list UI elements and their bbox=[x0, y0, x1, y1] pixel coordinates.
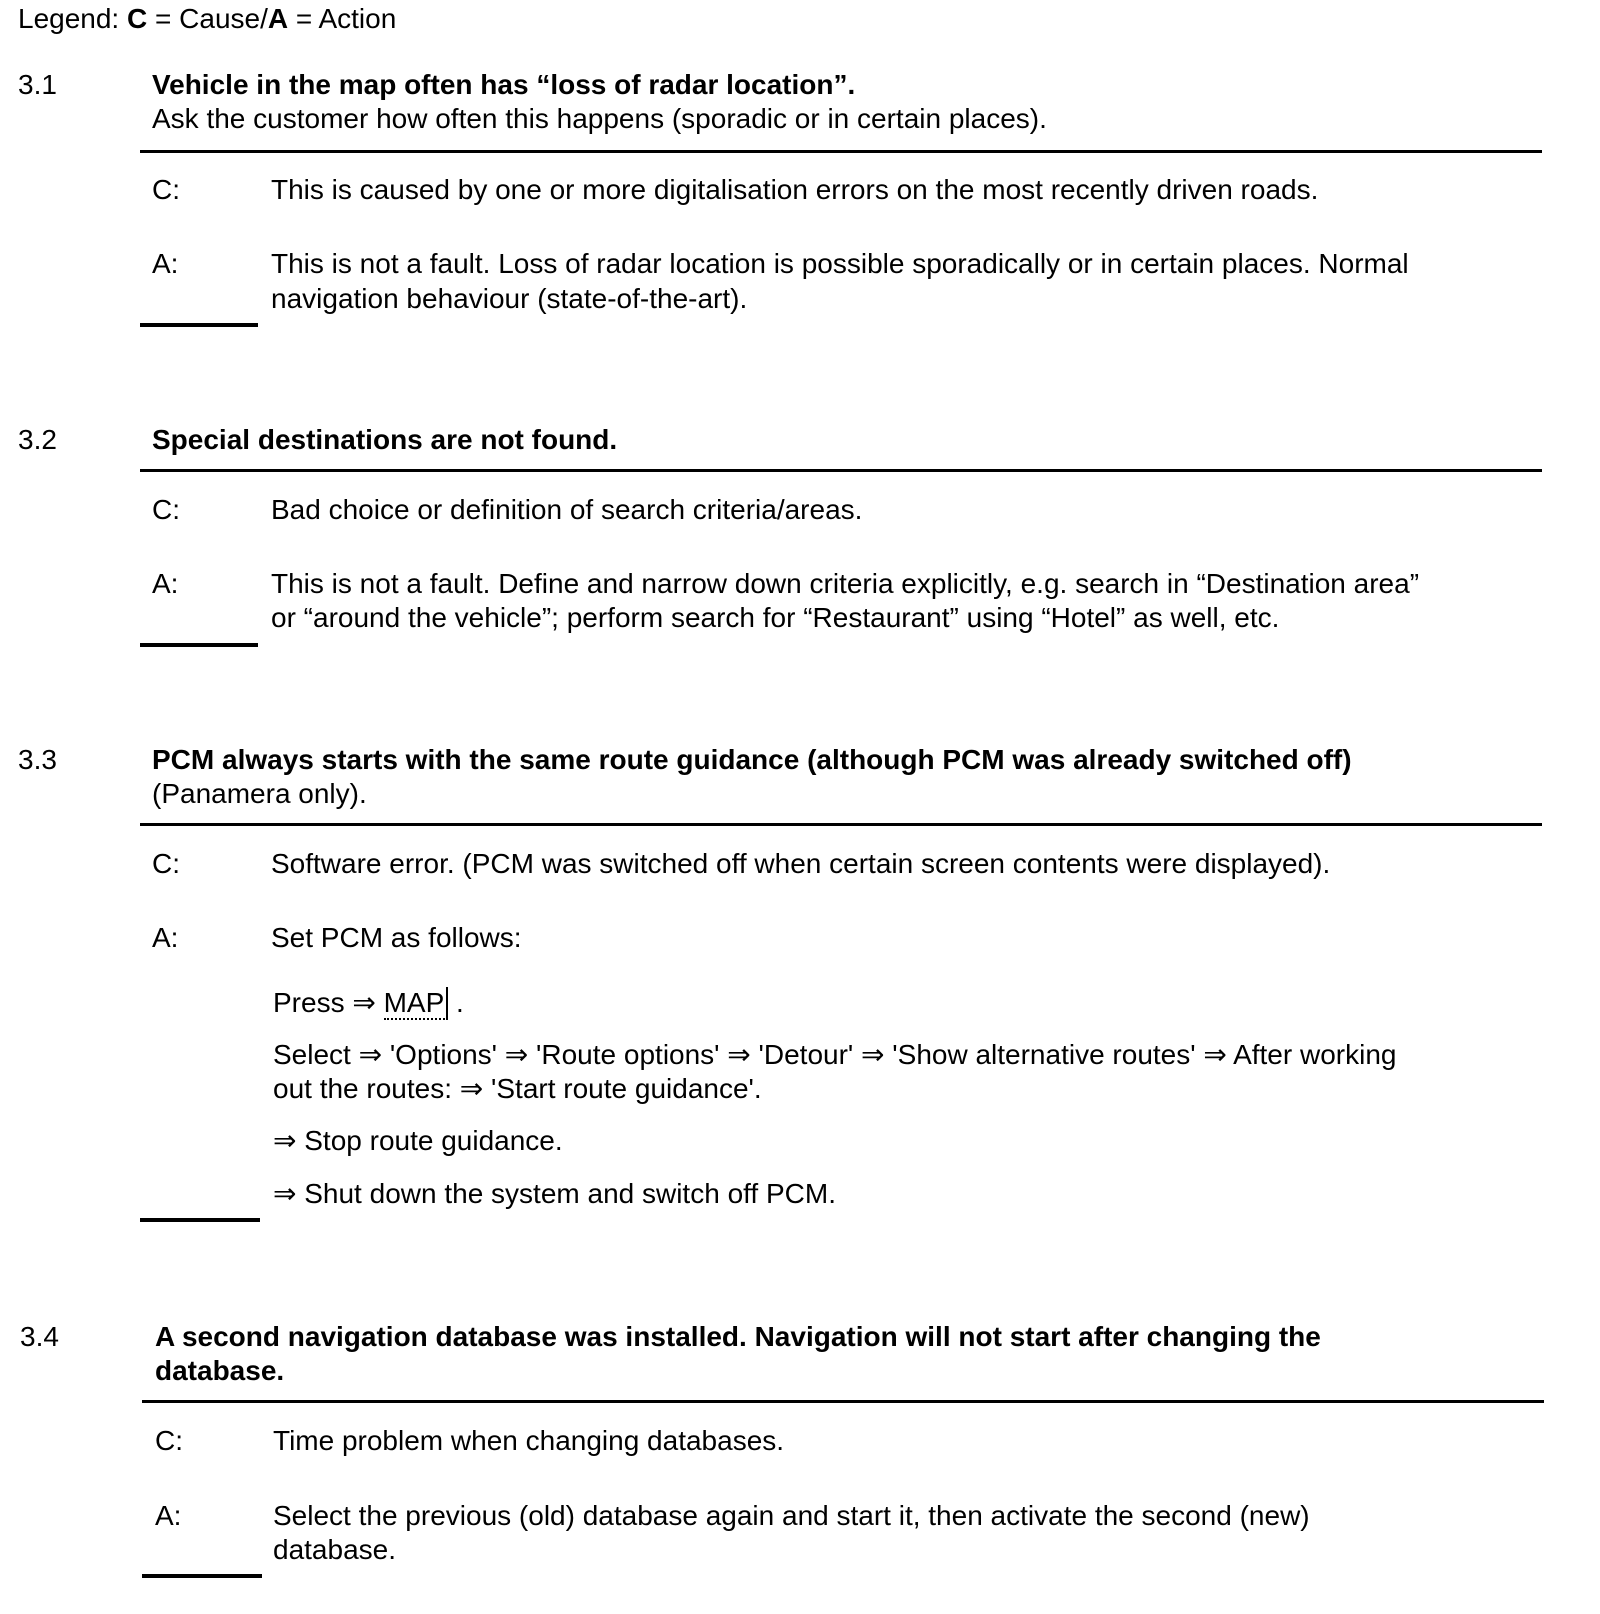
section-subtitle: (Panamera only). bbox=[152, 778, 367, 809]
step-select-line: Select ⇒ 'Options' ⇒ 'Route options' ⇒ 'Detour' ⇒ 'Show alternative routes' ⇒ After working bbox=[273, 1039, 1397, 1070]
legend bbox=[18, 2, 396, 36]
cause-text: Time problem when changing databases. bbox=[273, 1425, 785, 1456]
action-text-line: Select the previous (old) database again and start it, then activate the second (new) bbox=[273, 1500, 1310, 1531]
action-text-line: This is not a fault. Loss of radar location is possible sporadically or in certain places. Normal bbox=[271, 248, 1409, 279]
section-divider bbox=[140, 150, 1542, 153]
step-press-suffix: . bbox=[448, 987, 464, 1018]
action-text-line: This is not a fault. Define and narrow down criteria explicitly, e.g. search in “Destination area” bbox=[271, 568, 1420, 599]
action-intro: Set PCM as follows: bbox=[271, 922, 522, 953]
action-label: A: bbox=[152, 922, 179, 953]
legend-prefix: Legend: bbox=[18, 3, 127, 34]
map-key: MAP bbox=[384, 987, 449, 1020]
step-shutdown: ⇒ Shut down the system and switch off PCM. bbox=[273, 1178, 836, 1209]
action-text-line: navigation behaviour (state-of-the-art). bbox=[271, 283, 748, 314]
cause-text: Bad choice or definition of search criteria/areas. bbox=[271, 494, 863, 525]
section-title-line: A second navigation database was installed. Navigation will not start after changing the bbox=[155, 1321, 1321, 1352]
section-number: 3.3 bbox=[18, 744, 57, 775]
legend-c-text: = Cause/ bbox=[147, 3, 268, 34]
step-press-prefix: Press ⇒ bbox=[273, 987, 384, 1018]
section-subtitle: Ask the customer how often this happens (sporadic or in certain places). bbox=[152, 103, 1047, 134]
cause-label: C: bbox=[152, 494, 180, 525]
action-text-line: or “around the vehicle”; perform search for “Restaurant” using “Hotel” as well, etc. bbox=[271, 602, 1280, 633]
section-title-line: database. bbox=[155, 1355, 285, 1386]
section-title: PCM always starts with the same route guidance (although PCM was already switched off) bbox=[152, 744, 1352, 775]
legend-a-text: = Action bbox=[288, 3, 397, 34]
step-stop: ⇒ Stop route guidance. bbox=[273, 1125, 563, 1156]
section-title: Special destinations are not found. bbox=[152, 424, 618, 455]
cause-text: This is caused by one or more digitalisation errors on the most recently driven roads. bbox=[271, 174, 1319, 205]
section-number: 3.2 bbox=[18, 424, 57, 455]
section-divider bbox=[142, 1400, 1544, 1403]
legend-c-key: C bbox=[127, 3, 148, 34]
cause-label: C: bbox=[152, 848, 180, 879]
cause-label: C: bbox=[152, 174, 180, 205]
cause-text: Software error. (PCM was switched off when certain screen contents were displayed). bbox=[271, 848, 1331, 879]
section-end-rule bbox=[140, 323, 258, 327]
cause-label: C: bbox=[155, 1425, 183, 1456]
step-press-map bbox=[273, 986, 464, 1020]
section-end-rule bbox=[140, 1218, 260, 1222]
section-end-rule bbox=[140, 643, 258, 647]
section-divider bbox=[140, 823, 1542, 826]
section-number: 3.4 bbox=[20, 1321, 59, 1352]
action-label: A: bbox=[152, 568, 179, 599]
action-text-line: database. bbox=[273, 1534, 396, 1565]
section-number: 3.1 bbox=[18, 69, 57, 100]
section-divider bbox=[140, 469, 1542, 472]
action-label: A: bbox=[152, 248, 179, 279]
step-select-line: out the routes: ⇒ 'Start route guidance'. bbox=[273, 1073, 762, 1104]
section-title: Vehicle in the map often has “loss of radar location”. bbox=[152, 69, 856, 100]
action-label: A: bbox=[155, 1500, 182, 1531]
legend-a-key: A bbox=[267, 3, 289, 34]
section-end-rule bbox=[142, 1574, 262, 1578]
